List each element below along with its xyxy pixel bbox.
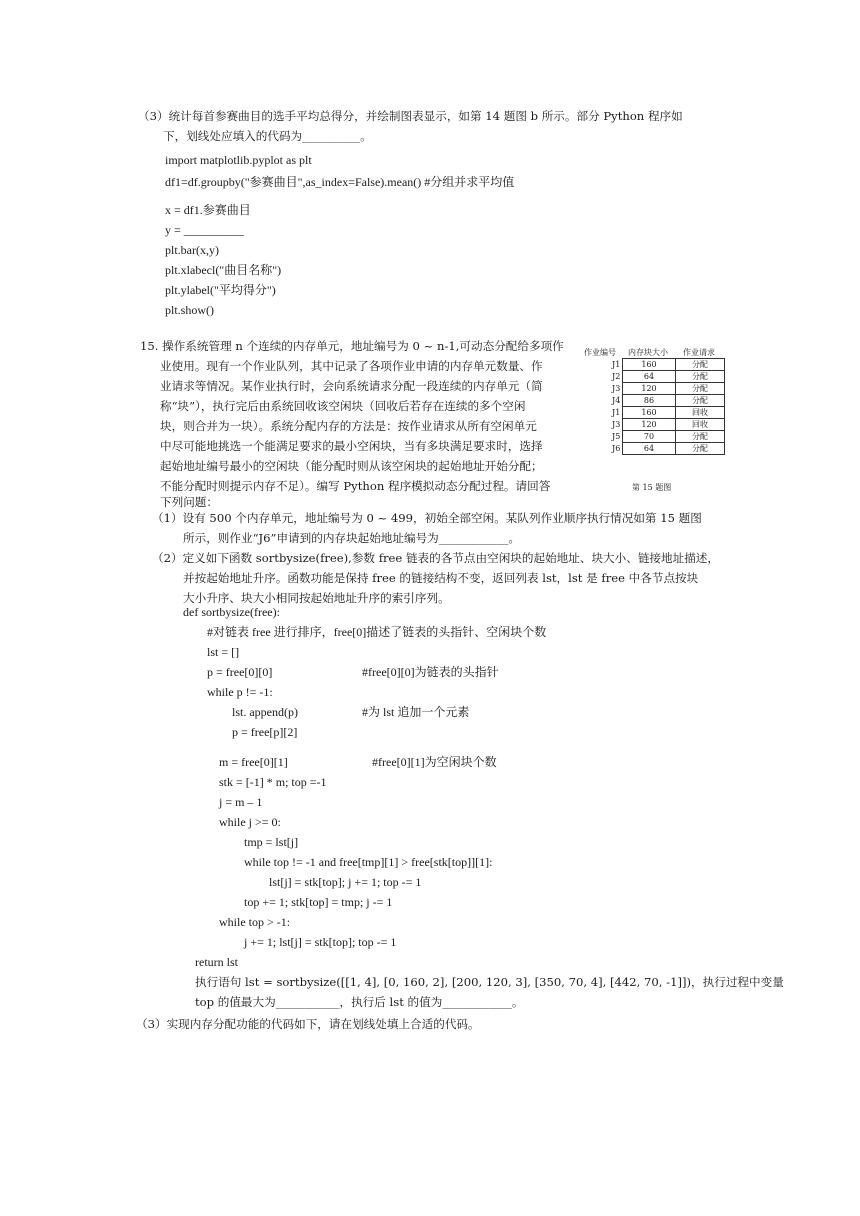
- table-row: [612, 407, 725, 419]
- code-line: import matplotlib.pyplot as plt: [165, 153, 312, 167]
- size-cell: 120: [623, 383, 676, 395]
- table-header-request: 作业请求: [683, 348, 715, 357]
- code-line: lst = []: [207, 645, 240, 659]
- table-header-job-id: 作业编号: [584, 348, 616, 357]
- code-line: while p != -1:: [207, 685, 273, 699]
- sub1-line: 所示，则作业“J6”申请到的内存块起始地址编号为____________。: [183, 531, 520, 545]
- code-line: top += 1; stk[top] = tmp; j -= 1: [244, 895, 393, 909]
- code-line: y = __________: [165, 223, 244, 237]
- job-id-cell: J5: [612, 432, 621, 441]
- table-row: [612, 383, 725, 395]
- code-comment: #为 lst 追加一个元素: [362, 705, 470, 719]
- code-line: return lst: [195, 955, 238, 969]
- request-cell: 分配: [676, 443, 725, 455]
- q15-text-line: 业请求等情况。某作业执行时，会向系统请求分配一段连续的内存单元（简: [160, 379, 543, 393]
- exec-line: top 的值最大为___________，执行后 lst 的值为____________。: [195, 995, 524, 1009]
- code-line: x = df1.参赛曲目: [165, 203, 251, 217]
- q15-text-line: 不能分配时则提示内存不足）。编写 Python 程序模拟动态分配过程。请回答: [160, 479, 551, 493]
- code-line: p = free[p][2]: [232, 725, 298, 739]
- q15-text-line: 中尽可能地挑选一个能满足要求的最小空闲块，当有多块满足要求时，选择: [160, 439, 543, 453]
- code-line: j = m – 1: [219, 795, 263, 809]
- size-cell: 70: [623, 431, 676, 443]
- request-cell: 分配: [676, 431, 725, 443]
- code-line: plt.ylabel("平均得分"): [165, 283, 276, 297]
- q15-text-line: 下列问题：: [160, 495, 218, 509]
- q15-text-line: 业使用。现有一个作业队列，其中记录了各项作业申请的内存单元数量、作: [160, 359, 543, 373]
- job-id-cell: J1: [612, 408, 621, 417]
- code-line: p = free[0][0]: [207, 665, 273, 679]
- code-line: df1=df.groupby("参赛曲目",as_index=False).mean() #分组并求平均值: [165, 175, 515, 189]
- table-row: [612, 443, 725, 455]
- code-line: while top > -1:: [219, 915, 291, 929]
- q15-text-line: 块，则合并为一块）。系统分配内存的方法是：按作业请求从所有空闲单元: [160, 419, 537, 433]
- table-row: [612, 395, 725, 407]
- code-line: #对链表 free 进行排序，free[0]描述了链表的头指针、空闲块个数: [207, 625, 547, 639]
- exec-line: 执行语句 lst = sortbysize([[1, 4], [0, 160, 2], [200, 120, 3], [350, 70, 4], [442, 70, -1]])，执行过程中变量: [195, 975, 784, 989]
- code-line: while j >= 0:: [219, 815, 281, 829]
- q3-prompt-line1: （3）统计每首参赛曲目的选手平均总得分，并绘制图表显示，如第 14 题图 b 所示。部分 Python 程序如: [138, 109, 683, 123]
- q3-prompt-line2: 下，划线处应填入的代码为__________。: [163, 129, 372, 143]
- size-cell: 86: [623, 395, 676, 407]
- code-line: m = free[0][1]: [219, 755, 288, 769]
- q15-text-line: 起始地址编号最小的空闲块（能分配时则从该空闲块的起始地址开始分配；: [160, 459, 543, 473]
- table-row: [612, 431, 725, 443]
- job-id-cell: J1: [612, 360, 621, 369]
- code-line: while top != -1 and free[tmp][1] > free[stk[top]][1]:: [244, 855, 493, 869]
- table-row: [612, 371, 725, 383]
- code-line: lst. append(p): [232, 705, 298, 719]
- size-cell: 120: [623, 419, 676, 431]
- sub2-line: （2）定义如下函数 sortbysize(free),参数 free 链表的各节点由空闲块的起始地址、块大小、链接地址描述，: [152, 551, 719, 565]
- code-line: tmp = lst[j]: [244, 835, 299, 849]
- request-cell: 分配: [676, 395, 725, 407]
- q15-text-line: 称“块”），执行完后由系统回收该空闲块（回收后若存在连续的多个空闲: [160, 399, 526, 413]
- table-header-block-size: 内存块大小: [628, 348, 668, 357]
- q15-text-line: 15. 操作系统管理 n 个连续的内存单元，地址编号为 0 ~ n-1,可动态分配给多项作: [140, 339, 564, 353]
- sub2-line: 大小升序、块大小相同按起始地址升序的索引序列。: [183, 591, 450, 605]
- sub3-line: （3）实现内存分配功能的代码如下，请在划线处填上合适的代码。: [136, 1017, 480, 1031]
- size-cell: 160: [623, 407, 676, 419]
- request-cell: 分配: [676, 371, 725, 383]
- figure-caption: 第 15 题图: [632, 483, 672, 492]
- job-id-cell: J4: [612, 396, 621, 405]
- job-id-cell: J6: [612, 444, 621, 453]
- sub2-line: 并按起始地址升序。函数功能是保持 free 的链接结构不变，返回列表 lst，lst 是 free 中各节点按块: [183, 571, 699, 585]
- job-id-cell: J3: [612, 420, 621, 429]
- size-cell: 64: [623, 371, 676, 383]
- code-line: j += 1; lst[j] = stk[top]; top -= 1: [244, 935, 397, 949]
- code-comment: #free[0][0]为链表的头指针: [362, 665, 499, 679]
- code-line: plt.xlabecl("曲目名称"): [165, 263, 282, 277]
- job-id-cell: J3: [612, 384, 621, 393]
- code-line: plt.show(): [165, 303, 214, 317]
- request-cell: 分配: [676, 359, 725, 371]
- request-cell: 回收: [676, 407, 725, 419]
- request-cell: 分配: [676, 383, 725, 395]
- code-line: def sortbysize(free):: [183, 605, 280, 619]
- sub1-line: （1）设有 500 个内存单元，地址编号为 0 ~ 499，初始全部空闲。某队列作业顺序执行情况如第 15 题图: [152, 511, 702, 525]
- code-line: lst[j] = stk[top]; j += 1; top -= 1: [269, 875, 422, 889]
- table-row: [612, 419, 725, 431]
- code-comment: #free[0][1]为空闲块个数: [372, 755, 497, 769]
- request-cell: 回收: [676, 419, 725, 431]
- job-id-cell: J2: [612, 372, 621, 381]
- size-cell: 160: [623, 359, 676, 371]
- size-cell: 64: [623, 443, 676, 455]
- job-table: [612, 358, 725, 455]
- code-line: stk = [-1] * m; top =-1: [219, 775, 327, 789]
- table-row: [612, 359, 725, 371]
- code-line: plt.bar(x,y): [165, 243, 219, 257]
